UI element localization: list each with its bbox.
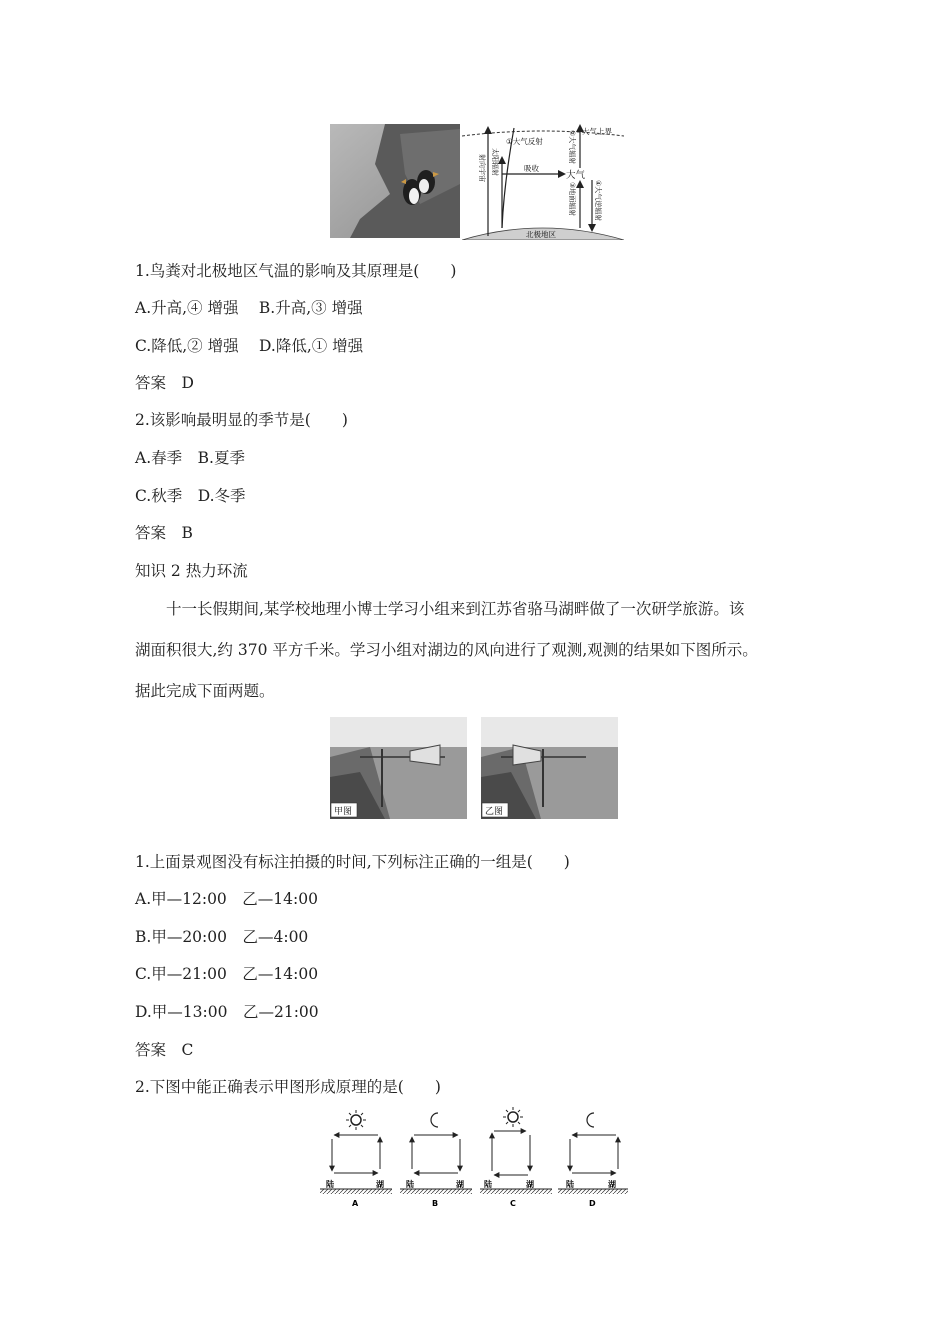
counter-radiation-label: ④大气逆辐射 bbox=[594, 180, 602, 222]
question-3-option-b: B.甲—20:00 乙—4:00 bbox=[135, 928, 309, 946]
question-2-options-ab: A.春季 B.夏季 bbox=[135, 449, 245, 467]
panel-c-land: 陆 bbox=[484, 1180, 492, 1189]
sun-icon bbox=[508, 1112, 518, 1122]
question-3-option-d: D.甲—13:00 乙—21:00 bbox=[135, 1003, 319, 1021]
absorb-label: 吸收 bbox=[524, 164, 539, 173]
panel-c bbox=[480, 1107, 552, 1208]
question-3-option-a: A.甲—12:00 乙—14:00 bbox=[135, 890, 318, 908]
radiation-diagram bbox=[462, 124, 624, 240]
panel-c-letter: C bbox=[510, 1199, 516, 1208]
question-2-answer: 答案 B bbox=[135, 524, 193, 542]
photo-yi-label: 乙图 bbox=[485, 807, 504, 817]
question-4-stem: 2.下图中能正确表示甲图形成原理的是( ) bbox=[135, 1078, 441, 1096]
question-1-options-cd: C.降低,② 增强 D.降低,① 增强 bbox=[135, 337, 364, 355]
panel-b-lake: 湖 bbox=[456, 1180, 464, 1189]
question-1-stem: 1.鸟粪对北极地区气温的影响及其原理是( ) bbox=[135, 262, 457, 280]
question-3-stem: 1.上面景观图没有标注拍摄的时间,下列标注正确的一组是( ) bbox=[135, 853, 570, 871]
question-3-option-c: C.甲—21:00 乙—14:00 bbox=[135, 965, 319, 983]
atmosphere-label: 大气 bbox=[566, 170, 586, 181]
intro-line-3: 据此完成下面两题。 bbox=[135, 682, 275, 700]
question-2-options-cd: C.秋季 D.冬季 bbox=[135, 487, 246, 505]
region-label: 北极地区 bbox=[526, 230, 556, 239]
atm-radiation-label: ②大气辐射 bbox=[568, 130, 576, 165]
puffin-photo bbox=[330, 124, 460, 238]
lake-photo-yi bbox=[481, 717, 618, 819]
moon-icon bbox=[587, 1113, 594, 1127]
space-label: 射向宇宙 bbox=[478, 154, 486, 182]
panel-b-land: 陆 bbox=[406, 1180, 414, 1189]
panel-a bbox=[320, 1110, 392, 1208]
ground-radiation-label: ③地面辐射 bbox=[568, 182, 576, 217]
panel-b bbox=[400, 1113, 472, 1208]
panel-a-letter: A bbox=[352, 1199, 359, 1208]
intro-line-1: 十一长假期间,某学校地理小博士学习小组来到江苏省骆马湖畔做了一次研学旅游。该 bbox=[135, 600, 745, 618]
panel-d-land: 陆 bbox=[566, 1180, 574, 1189]
panel-d-letter: D bbox=[589, 1199, 596, 1208]
intro-line-2: 湖面积很大,约 370 平方千米。学习小组对湖边的风向进行了观测,观测的结果如下图所示。 bbox=[135, 641, 758, 659]
panel-d bbox=[558, 1113, 628, 1208]
question-3-answer: 答案 C bbox=[135, 1041, 194, 1059]
panel-c-lake: 湖 bbox=[526, 1180, 534, 1189]
top-boundary-label: 大气上界 bbox=[582, 127, 612, 136]
section-heading: 知识 2 热力环流 bbox=[135, 562, 248, 580]
question-1-answer: 答案 D bbox=[135, 374, 194, 392]
panel-a-lake: 湖 bbox=[376, 1180, 384, 1189]
panel-b-letter: B bbox=[432, 1199, 439, 1208]
reflect-label: ①大气反射 bbox=[506, 137, 543, 146]
question-1-options-ab: A.升高,④ 增强 B.升高,③ 增强 bbox=[135, 299, 363, 317]
question-2-stem: 2.该影响最明显的季节是( ) bbox=[135, 411, 348, 429]
photo-jia-label: 甲图 bbox=[334, 807, 353, 817]
sun-icon bbox=[351, 1115, 361, 1125]
panel-d-lake: 湖 bbox=[608, 1180, 616, 1189]
sun-radiation-label: 太阳辐射 bbox=[491, 148, 499, 176]
lake-photo-jia bbox=[330, 717, 467, 819]
panel-a-land: 陆 bbox=[326, 1180, 334, 1189]
moon-icon bbox=[431, 1113, 438, 1127]
circulation-diagrams bbox=[320, 1105, 630, 1210]
